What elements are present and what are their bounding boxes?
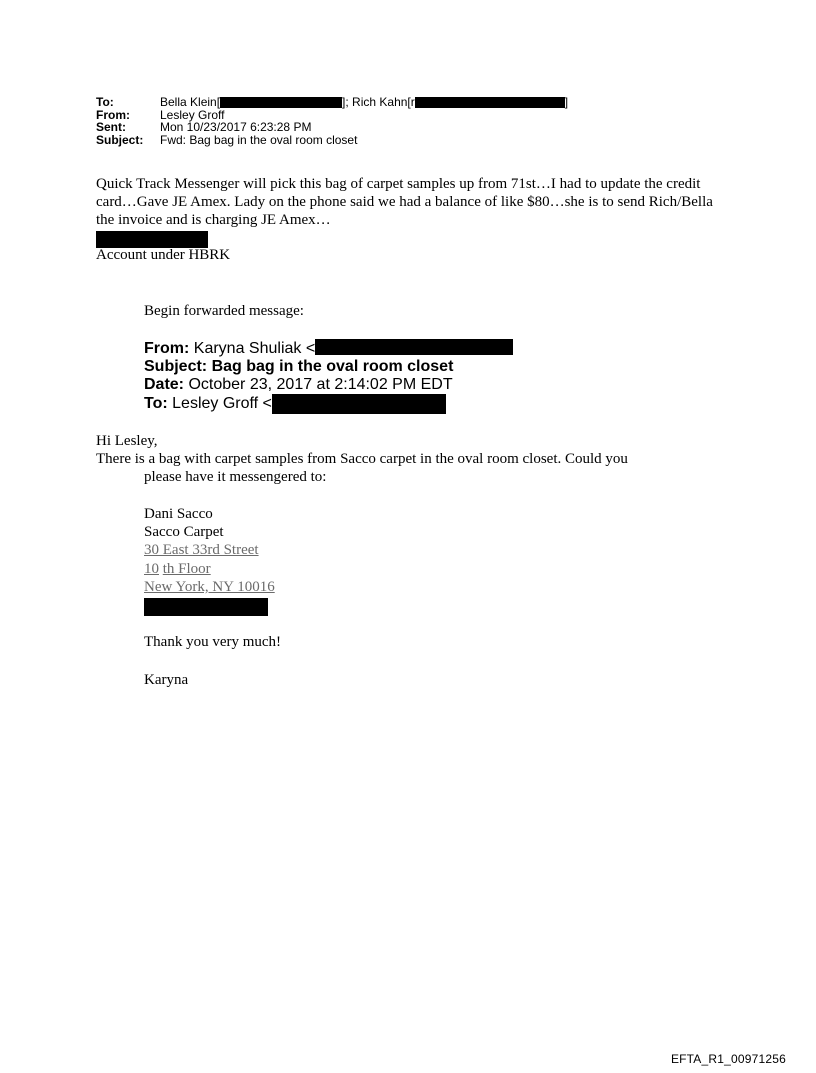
forwarded-subject-value: Bag bag in the oval room closet (211, 358, 454, 375)
redaction-box (96, 231, 208, 248)
address-floor-link[interactable]: th Floor (162, 560, 211, 577)
message-line-1: There is a bag with carpet samples from Sacco carpet in the oval room closet. Could you (96, 451, 628, 468)
redaction-box (315, 339, 513, 355)
address-street-link[interactable]: 30 East 33rd Street (144, 542, 259, 559)
to-recipient-1: Bella Klein[ (160, 95, 221, 109)
sent-value: Mon 10/23/2017 6:23:28 PM (160, 120, 312, 134)
signature: Karyna (144, 672, 189, 688)
address-company: Sacco Carpet (144, 524, 224, 541)
from-value: Lesley Groff (160, 107, 225, 122)
message-line-2: please have it messengered to: (144, 469, 327, 486)
address-name: Dani Sacco (144, 506, 213, 522)
account-line: Account under HBRK (96, 247, 231, 263)
thanks-line: Thank you very much! (144, 634, 282, 650)
forwarded-to-value: Lesley Groff < (172, 395, 272, 412)
forwarded-header (144, 339, 513, 414)
address-city-link[interactable]: New York, NY 10016 (144, 578, 275, 595)
to-bracket-end: ] (564, 95, 569, 109)
forwarded-date-label: Date: (144, 376, 185, 393)
forwarded-date-value: October 23, 2017 at 2:14:02 PM EDT (188, 376, 453, 393)
sent-label: Sent: (96, 120, 126, 134)
subject-label: Subject: (96, 132, 144, 147)
address-floor-number-link[interactable]: 10 (144, 560, 159, 577)
greeting-line: Hi Lesley, (96, 433, 158, 449)
email-body (96, 175, 716, 248)
forwarded-to-label: To: (144, 395, 168, 412)
redaction-box (415, 97, 565, 108)
address-block (144, 505, 275, 619)
redaction-box (272, 394, 446, 414)
forwarded-subject-row (144, 358, 513, 376)
forwarded-message (96, 432, 696, 487)
forwarded-from-value: Karyna Shuliak < (193, 340, 316, 357)
forwarded-from-row (144, 339, 513, 358)
redaction-box (220, 97, 342, 108)
to-recipient-2-fragment: r (410, 95, 415, 109)
body-paragraph: Quick Track Messenger will pick this bag of carpet samples up from 71st…I had to update the credit card…Gave JE Amex. Lady on the phone said we had a balance of like $80…she is to send Rich/Bella the invoice and is charging JE Amex… (96, 176, 713, 229)
document-id: EFTA_R1_00971256 (670, 1052, 786, 1066)
to-label: To: (96, 95, 114, 109)
forwarded-date-row (144, 376, 513, 394)
forwarded-from-label: From: (144, 340, 190, 357)
begin-forwarded-label: Begin forwarded message: (144, 303, 304, 319)
forwarded-subject-label: Subject: (144, 358, 208, 375)
forwarded-to-row (144, 394, 513, 414)
redaction-box (144, 598, 268, 616)
to-separator: ]; Rich Kahn[ (342, 95, 411, 109)
subject-value: Fwd: Bag bag in the oval room closet (160, 132, 358, 147)
to-value (160, 96, 568, 109)
from-label: From: (96, 107, 130, 122)
